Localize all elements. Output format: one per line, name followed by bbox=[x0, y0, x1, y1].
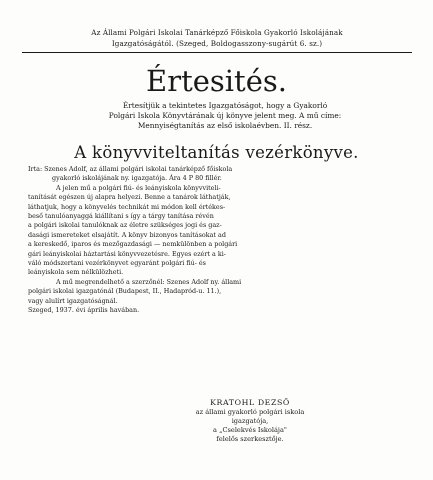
header-divider bbox=[22, 52, 412, 53]
book-title: A könyvviteltanítás vezérkönyve. bbox=[74, 143, 359, 162]
signatory-title-line: felelős szerkesztője. bbox=[216, 435, 284, 443]
body-line: dasági ismereteket elsajátít. A könyv bizonyos tanításokat ad bbox=[28, 230, 226, 239]
body-line: beső tanulóanyaggá kiállítani s így a tárgy tanítása révén bbox=[28, 212, 214, 221]
body-text bbox=[28, 165, 298, 316]
header-line-1: Az Állami Polgári Iskolai Tanárképző Főiskola Gyakorló Iskolájának bbox=[91, 28, 343, 37]
institution-header bbox=[22, 28, 412, 49]
body-line: gyakorló iskolájának ny. igazgatója. Ára 4 P 80 fillér. bbox=[52, 174, 222, 183]
signatory-title-line: az állami gyakorló polgári iskola bbox=[195, 408, 305, 416]
body-line: A jelen mű a polgári fiú- és leányiskola könyvviteli- bbox=[56, 183, 221, 192]
body-line: Irta: Szenes Adolf, az állami polgári iskolai tanárképző főiskola bbox=[28, 165, 233, 173]
body-line: gári leányiskolai háztartási könyvvezetésre. Egyes ezért a ki- bbox=[28, 249, 226, 258]
intro-line: Polgári Iskola Könyvtárának új könyve jelent meg. A mű címe: bbox=[108, 111, 342, 120]
body-line: láthatjuk, hogy a könyvelés technikát mi módon kell értékes- bbox=[28, 202, 226, 211]
body-line: A mű megrendelhető a szerzőnél: Szenes Adolf ny. állami bbox=[56, 277, 242, 286]
signatory-title-line: a „Cselekvés Iskolája" bbox=[213, 426, 287, 434]
body-line: tanítását egészen új alapra helyezi. Benne a tanárok láthatják, bbox=[28, 193, 231, 202]
signature-block bbox=[180, 398, 320, 444]
intro-paragraph bbox=[60, 101, 390, 131]
body-line: a polgári iskolai tanulóknak az életre szükséges jogi és gaz- bbox=[28, 221, 222, 230]
body-line: a kereskedő, iparos és mezőgazdasági — nemkülönben a polgári bbox=[28, 240, 238, 249]
document-title: Értesités. bbox=[146, 64, 287, 98]
body-line: Szeged, 1937. évi április havában. bbox=[28, 306, 140, 315]
body-line: polgári iskolai igazgatónál (Budapest, II., Hadapród-u. 11.), bbox=[28, 287, 222, 296]
intro-line: Értesítjük a tekintetes Igazgatóságot, hogy a Gyakorló bbox=[122, 101, 328, 110]
signatory-title-line: igazgatója, bbox=[231, 417, 269, 425]
header-line-2: Igazgatóságától. (Szeged, Boldogasszony-sugárút 6. sz.) bbox=[111, 38, 323, 48]
body-line: vagy alulírt igazgatóságnál. bbox=[28, 296, 118, 305]
signatory-name: KRATOHL DEZSŐ bbox=[210, 398, 290, 407]
body-line: váló módszertani vezérkönyvet egyaránt polgári fiú- és bbox=[28, 259, 206, 268]
intro-line: Mennyiségtanítás az első iskolaévben. II. rész. bbox=[137, 121, 313, 130]
body-line: leányiskola sem nélkülözheti. bbox=[28, 268, 124, 277]
